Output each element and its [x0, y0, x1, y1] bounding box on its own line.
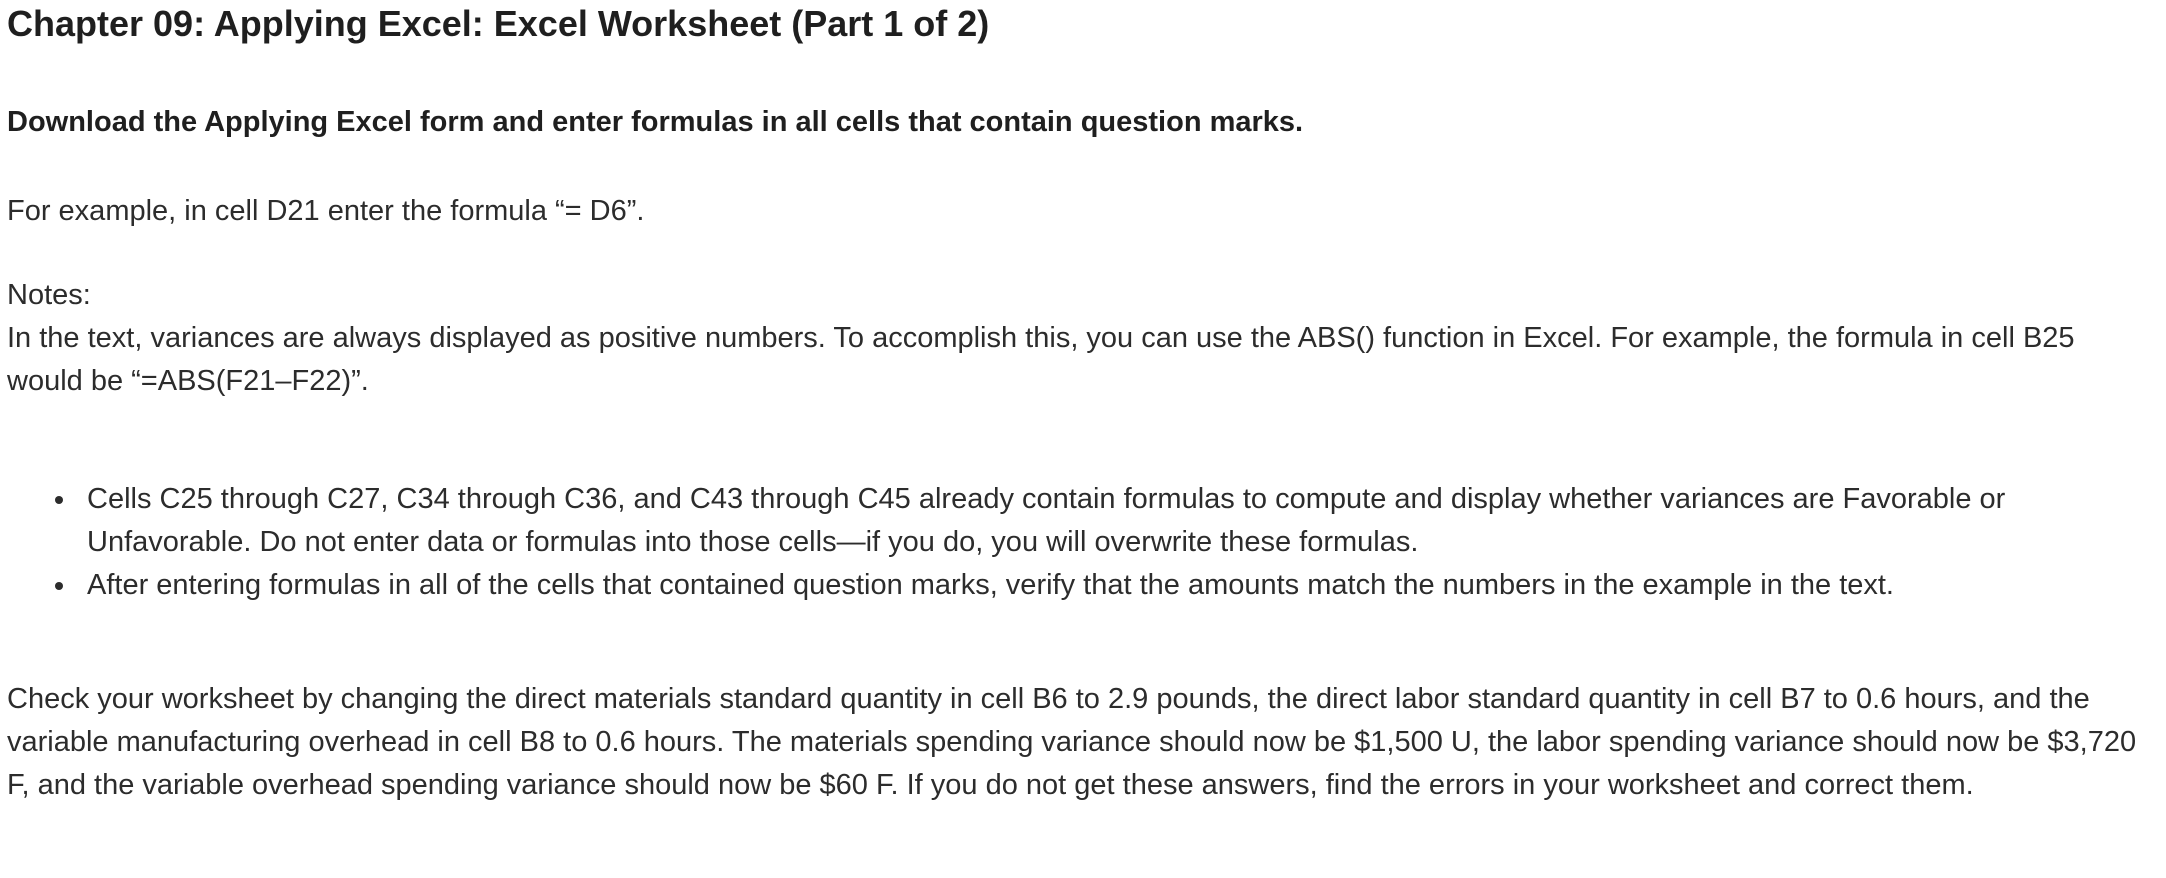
- bullet-text: Cells C25 through C27, C34 through C36, and C43 through C45 already contain formulas to compute and display whether variances are Favorable or Unfavorable. Do not enter data or formulas into those cells—if you do, you will overwrite these formulas.: [87, 483, 2006, 558]
- instruction-text: Download the Applying Excel form and enter formulas in all cells that contain question marks.: [7, 106, 1304, 138]
- bullet-item: [7, 564, 2157, 607]
- bullet-item: [7, 478, 2157, 564]
- notes-text: In the text, variances are always displayed as positive numbers. To accomplish this, you can use the ABS() function in Excel. For example, the formula in cell B25 would be “=ABS(F21–F22)”.: [7, 322, 2075, 397]
- bullet-dot-icon: [55, 582, 63, 590]
- check-worksheet-text: Check your worksheet by changing the direct materials standard quantity in cell B6 to 2.9 pounds, the direct labor standard quantity in cell B7 to 0.6 hours, and the variable manufacturing overhead in cell B8 to 0.6 hours. The materials spending variance should now be $1,500 U, the labor spending variance should now be $3,720 F, and the variable overhead spending variance should now be $60 F. If you do not get these answers, find the errors in your worksheet and correct them.: [7, 683, 2137, 801]
- bullet-list: [7, 478, 2157, 607]
- bullet-dot-icon: [55, 496, 63, 504]
- example-text: For example, in cell D21 enter the formula “= D6”.: [7, 195, 645, 227]
- notes-label: Notes:: [7, 279, 91, 311]
- bullet-text: After entering formulas in all of the cells that contained question marks, verify that the amounts match the numbers in the example in the text.: [87, 569, 1894, 601]
- page-title: Chapter 09: Applying Excel: Excel Worksheet (Part 1 of 2): [7, 3, 990, 44]
